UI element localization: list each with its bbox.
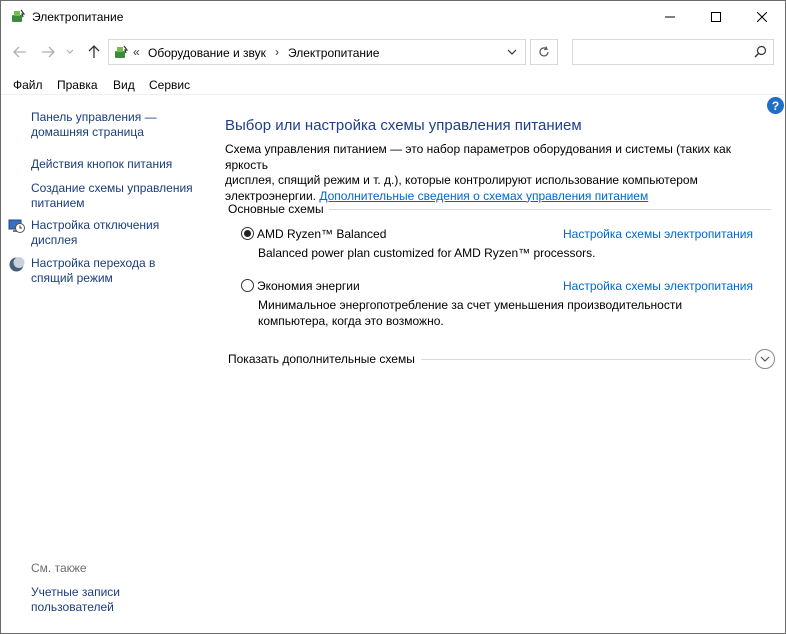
breadcrumb-power-options[interactable]: Электропитание (288, 46, 380, 60)
address-bar[interactable] (108, 39, 526, 65)
refresh-button[interactable] (530, 39, 558, 65)
minimize-icon (665, 12, 675, 22)
chevron-down-icon (760, 356, 770, 362)
description-tail: электроэнергии. (225, 188, 316, 203)
sidebar-link-label: Настройка отключения (31, 218, 160, 232)
close-button[interactable] (739, 1, 785, 32)
power-options-icon (10, 8, 26, 24)
description-line: Схема управления питанием — это набор параметров оборудования и системы (таких как яркость (225, 142, 731, 172)
power-options-icon (113, 44, 129, 60)
sidebar-link-display-off[interactable] (31, 218, 159, 248)
plan-radio-power-saver[interactable] (241, 279, 254, 292)
page-title: Выбор или настройка схемы управления питанием (225, 117, 582, 134)
search-input[interactable] (572, 39, 774, 65)
plan-name[interactable]: Экономия энергии (257, 279, 360, 293)
see-also-label: См. также (31, 561, 87, 575)
forward-button[interactable] (37, 40, 59, 64)
sidebar-link-power-buttons[interactable] (31, 157, 172, 172)
breadcrumb-hardware-sound[interactable]: Оборудование и звук (148, 46, 266, 60)
page-description (225, 142, 777, 204)
sidebar-link-user-accounts[interactable] (31, 585, 120, 615)
sidebar-link-sleep[interactable] (31, 256, 155, 286)
plan-description-line: Balanced power plan customized for AMD Ryzen™ processors. (258, 246, 596, 260)
menu-edit[interactable]: Правка (57, 78, 98, 92)
plan-description (258, 245, 595, 261)
more-info-link[interactable]: Дополнительные сведения о схемах управления питанием (319, 188, 649, 203)
arrow-up-icon (88, 45, 100, 59)
maximize-icon (711, 12, 721, 22)
menu-tools[interactable]: Сервис (149, 78, 191, 92)
group-label: Основные схемы (228, 202, 324, 216)
close-icon (757, 12, 767, 22)
address-dropdown-button[interactable] (499, 40, 525, 64)
maximize-button[interactable] (693, 1, 739, 32)
refresh-icon (538, 46, 550, 58)
plan-description (258, 297, 682, 329)
sidebar-link-label: Учетные записи (31, 585, 120, 599)
breadcrumb-separator[interactable]: › (275, 45, 279, 59)
menu-file[interactable]: Файл (13, 78, 43, 92)
search-icon[interactable] (754, 45, 767, 61)
expand-more-plans-button[interactable] (755, 349, 775, 369)
help-button[interactable]: ? (767, 97, 784, 114)
plan-name[interactable]: AMD Ryzen™ Balanced (257, 227, 387, 241)
breadcrumb-overflow[interactable]: « (133, 45, 140, 59)
sidebar-link-label: пользователей (31, 600, 114, 614)
minimize-button[interactable] (647, 1, 693, 32)
menu-bar (1, 73, 785, 95)
chevron-down-icon (507, 49, 517, 55)
sidebar-link-label: Создание схемы управления (31, 181, 193, 195)
plan-radio-balanced[interactable] (241, 227, 254, 240)
arrow-right-icon (41, 46, 55, 58)
sidebar-link-label: питанием (31, 196, 85, 210)
menu-view[interactable]: Вид (113, 78, 135, 92)
plan-description-line: компьютера, когда это возможно. (258, 314, 444, 328)
sidebar-link-label: домашняя страница (31, 125, 144, 139)
sidebar-link-label: спящий режим (31, 271, 113, 285)
chevron-down-icon (66, 49, 74, 55)
recent-locations-button[interactable] (63, 40, 77, 64)
navigation-bar (1, 32, 785, 72)
moon-icon (8, 256, 25, 273)
plan-settings-link[interactable]: Настройка схемы электропитания (563, 227, 753, 241)
sidebar-link-label: Панель управления — (31, 110, 157, 124)
plan-settings-link[interactable]: Настройка схемы электропитания (563, 279, 753, 293)
sidebar-link-create-plan[interactable] (31, 181, 193, 211)
display-clock-icon (8, 217, 25, 234)
plan-description-line: Минимальное энергопотребление за счет уменьшения производительности (258, 298, 683, 312)
sidebar-link-label: Действия кнопок питания (31, 157, 173, 171)
sidebar (1, 95, 206, 633)
description-line: дисплея, спящий режим и т. д.), которые контролируют использование компьютером (225, 173, 698, 187)
title-bar (1, 1, 785, 32)
back-button[interactable] (9, 40, 31, 64)
sidebar-link-label: дисплея (31, 233, 78, 247)
group-divider (329, 209, 771, 210)
sidebar-link-label: Настройка перехода в (31, 256, 156, 270)
more-plans-divider (421, 359, 751, 360)
arrow-left-icon (13, 46, 27, 58)
show-more-plans-label[interactable]: Показать дополнительные схемы (228, 352, 415, 366)
up-button[interactable] (83, 40, 105, 64)
window-title: Электропитание (32, 10, 124, 24)
sidebar-link-control-panel-home[interactable] (31, 110, 157, 140)
